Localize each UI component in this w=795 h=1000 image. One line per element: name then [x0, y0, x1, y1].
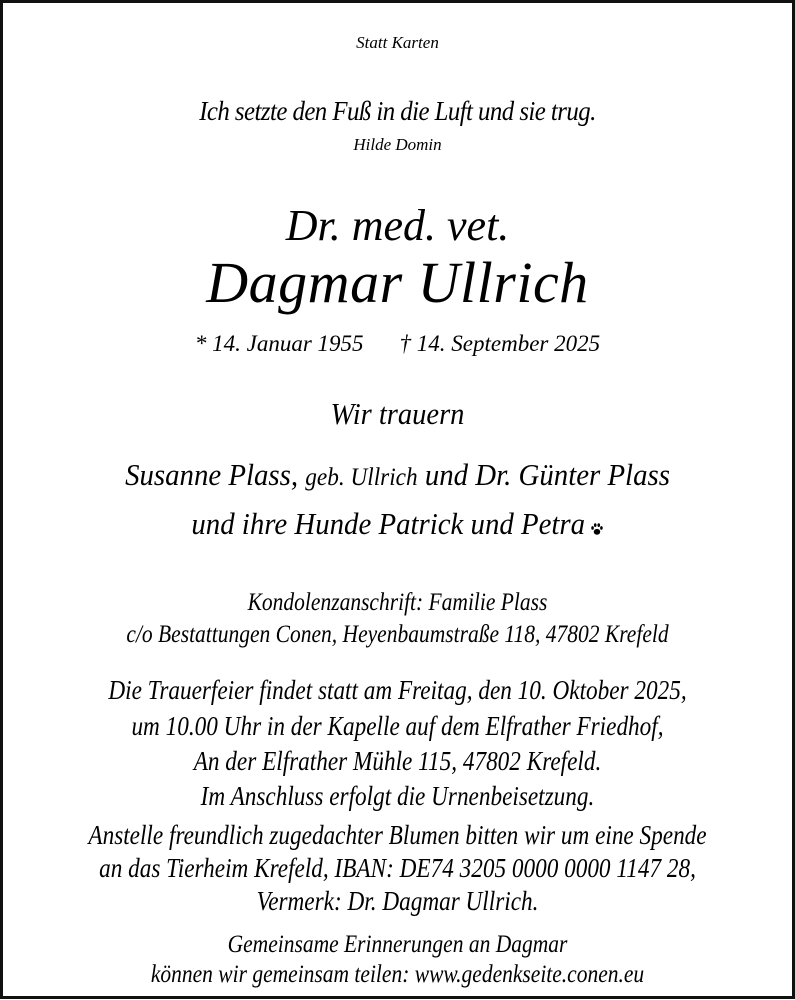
memorial-line-2: können wir gemeinsam teilen: www.gedenkseite.conen.eu	[150, 961, 645, 988]
deceased-name: Dagmar Ullrich	[206, 250, 589, 315]
quote-author: Hilde Domin	[353, 135, 442, 154]
condolence-address-line-1: Kondolenzanschrift: Familie Plass	[247, 589, 548, 616]
funeral-info-line-4: Im Anschluss erfolgt die Urnenbeisetzung.	[200, 781, 595, 811]
mourner-name-2: und Dr. Günter Plass	[424, 457, 670, 492]
paw-print-icon	[591, 522, 604, 536]
mourners-line-2	[28, 508, 767, 539]
funeral-info-line-2: um 10.00 Uhr in der Kapelle auf dem Elfrather Friedhof,	[131, 711, 664, 741]
condolence-address-line-2: c/o Bestattungen Conen, Heyenbaumstraße 118, 47802 Krefeld	[126, 621, 669, 648]
memorial-line-1: Gemeinsame Erinnerungen an Dagmar	[227, 931, 568, 958]
funeral-info-line-1: Die Trauerfeier findet statt am Freitag, den 10. Oktober 2025,	[108, 675, 687, 705]
header-statt-karten: Statt Karten	[356, 33, 439, 52]
donation-info-line-2: an das Tierheim Krefeld, IBAN: DE74 3205 0000 0000 1147 28,	[99, 853, 696, 883]
donation-info-line-3: Vermerk: Dr. Dagmar Ullrich.	[256, 886, 539, 916]
mourners-line-1	[28, 459, 767, 490]
death-date: † 14. September 2025	[399, 331, 601, 356]
mourning-intro: Wir trauern	[330, 396, 465, 431]
donation-info-line-1: Anstelle freundlich zugedachter Blumen bitten wir um eine Spende	[88, 820, 707, 850]
funeral-info-line-3: An der Elfrather Mühle 115, 47802 Krefeld.	[193, 746, 602, 776]
mourner-name-1: Susanne Plass,	[125, 457, 299, 492]
mourners-dogs: und ihre Hunde Patrick und Petra	[191, 506, 586, 541]
quote-text: Ich setzte den Fuß in die Luft und sie trug.	[199, 96, 596, 126]
life-dates	[0, 332, 795, 355]
maiden-name: geb. Ullrich	[305, 464, 418, 491]
deceased-title: Dr. med. vet.	[285, 201, 510, 250]
birth-date: * 14. Januar 1955	[194, 331, 364, 356]
